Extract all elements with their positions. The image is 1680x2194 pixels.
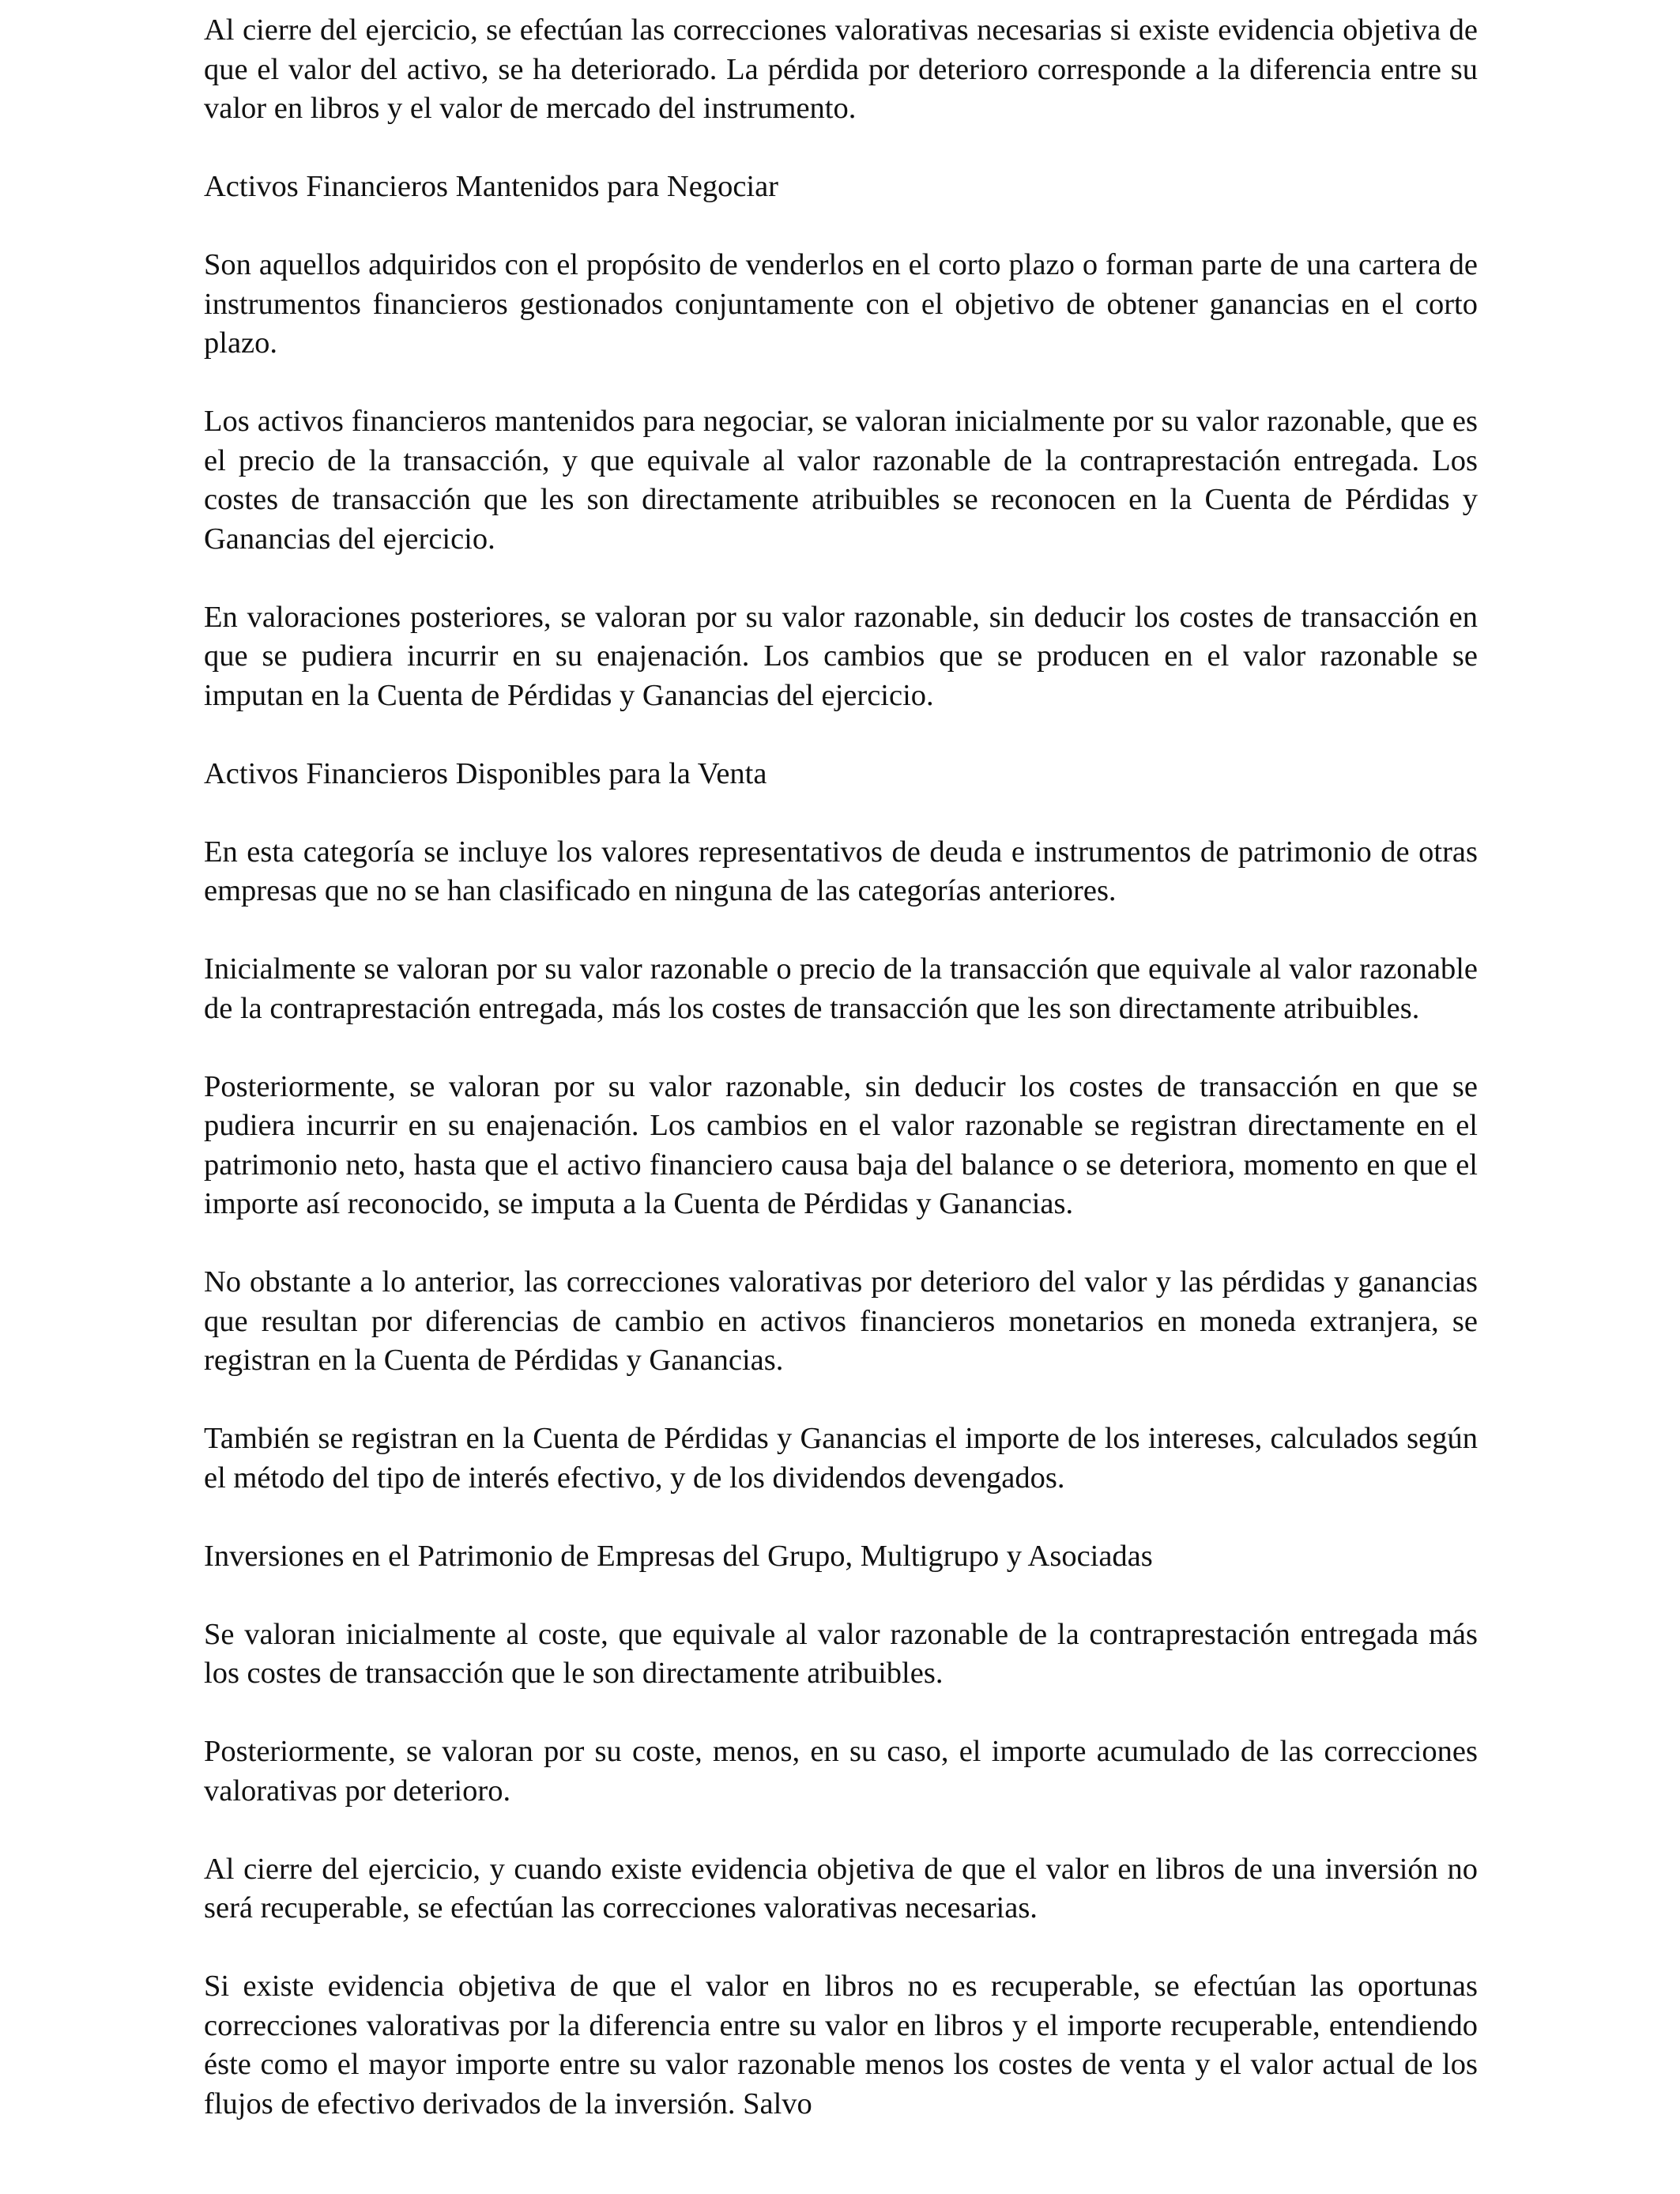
document-page — [204, 11, 1478, 2163]
heading-available-for-sale: Activos Financieros Disponibles para la Venta — [204, 756, 767, 790]
paragraph-group-investments-close: Al cierre del ejercicio, y cuando existe evidencia objetiva de que el valor en libros de una inversión no será recuperable, se efectúan las correcciones valorativas necesarias. — [204, 1852, 1478, 1924]
paragraph-group-investments-initial: Se valoran inicialmente al coste, que equivale al valor razonable de la contraprestación entregada más los costes de transacción que le son directamente atribuibles. — [204, 1617, 1478, 1690]
heading-held-for-trading: Activos Financieros Mantenidos para Negociar — [204, 170, 779, 203]
heading-group-investments: Inversiones en el Patrimonio de Empresas del Grupo, Multigrupo y Asociadas — [204, 1539, 1153, 1573]
paragraph-held-for-trading-definition: Son aquellos adquiridos con el propósito de venderlos en el corto plazo o forman parte de una cartera de instrumentos financieros gestionados conjuntamente con el objetivo de obtener ganancias en el corto plazo. — [204, 248, 1478, 360]
paragraph-available-for-sale-initial: Inicialmente se valoran por su valor razonable o precio de la transacción que equivale al valor razonable de la contraprestación entregada, más los costes de transacción que les son directamente atribuibles. — [204, 952, 1478, 1025]
paragraph-available-for-sale-subsequent: Posteriormente, se valoran por su valor razonable, sin deducir los costes de transacción en que se pudiera incurrir en su enajenación. Los cambios en el valor razonable se registran directamente en el patrimonio neto, hasta que el activo financiero causa baja del balance o se deteriora, momento en que el importe así reconocido, se imputa a la Cuenta de Pérdidas y Ganancias. — [204, 1069, 1478, 1220]
paragraph-available-for-sale-interest: También se registran en la Cuenta de Pérdidas y Ganancias el importe de los intereses, calculados según el método del tipo de interés efectivo, y de los dividendos devengados. — [204, 1422, 1478, 1495]
paragraph-available-for-sale-exceptions: No obstante a lo anterior, las correcciones valorativas por deterioro del valor y las pérdidas y ganancias que resultan por diferencias de cambio en activos financieros monetarios en moneda extranjera, se registran en la Cuenta de Pérdidas y Ganancias. — [204, 1265, 1478, 1377]
paragraph-available-for-sale-definition: En esta categoría se incluye los valores representativos de deuda e instrumentos de patrimonio de otras empresas que no se han clasificado en ninguna de las categorías anteriores. — [204, 835, 1478, 907]
paragraph-held-for-trading-subsequent: En valoraciones posteriores, se valoran por su valor razonable, sin deducir los costes de transacción en que se pudiera incurrir en su enajenación. Los cambios que se producen en el valor razonable se imputan en la Cuenta de Pérdidas y Ganancias del ejercicio. — [204, 600, 1478, 712]
paragraph-held-for-trading-initial: Los activos financieros mantenidos para negociar, se valoran inicialmente por su valor razonable, que es el precio de la transacción, y que equivale al valor razonable de la contraprestación entregada. Los costes de transacción que les son directamente atribuibles se reconocen en la Cuenta de Pérdidas y Ganancias del ejercicio. — [204, 405, 1478, 556]
paragraph-group-investments-impairment: Si existe evidencia objetiva de que el valor en libros no es recuperable, se efectúan las oportunas correcciones valorativas por la diferencia entre su valor en libros y el importe recuperable, entendiendo éste como el mayor importe entre su valor razonable menos los costes de venta y el valor actual de los flujos de efectivo derivados de la inversión. Salvo — [204, 1970, 1478, 2120]
paragraph-group-investments-subsequent: Posteriormente, se valoran por su coste, menos, en su caso, el importe acumulado de las correcciones valorativas por deterioro. — [204, 1735, 1478, 1808]
paragraph-impairment-close: Al cierre del ejercicio, se efectúan las correcciones valorativas necesarias si existe evidencia objetiva de que el valor del activo, se ha deteriorado. La pérdida por deterioro corresponde a la diferencia entre su valor en libros y el valor de mercado del instrumento. — [204, 13, 1478, 125]
